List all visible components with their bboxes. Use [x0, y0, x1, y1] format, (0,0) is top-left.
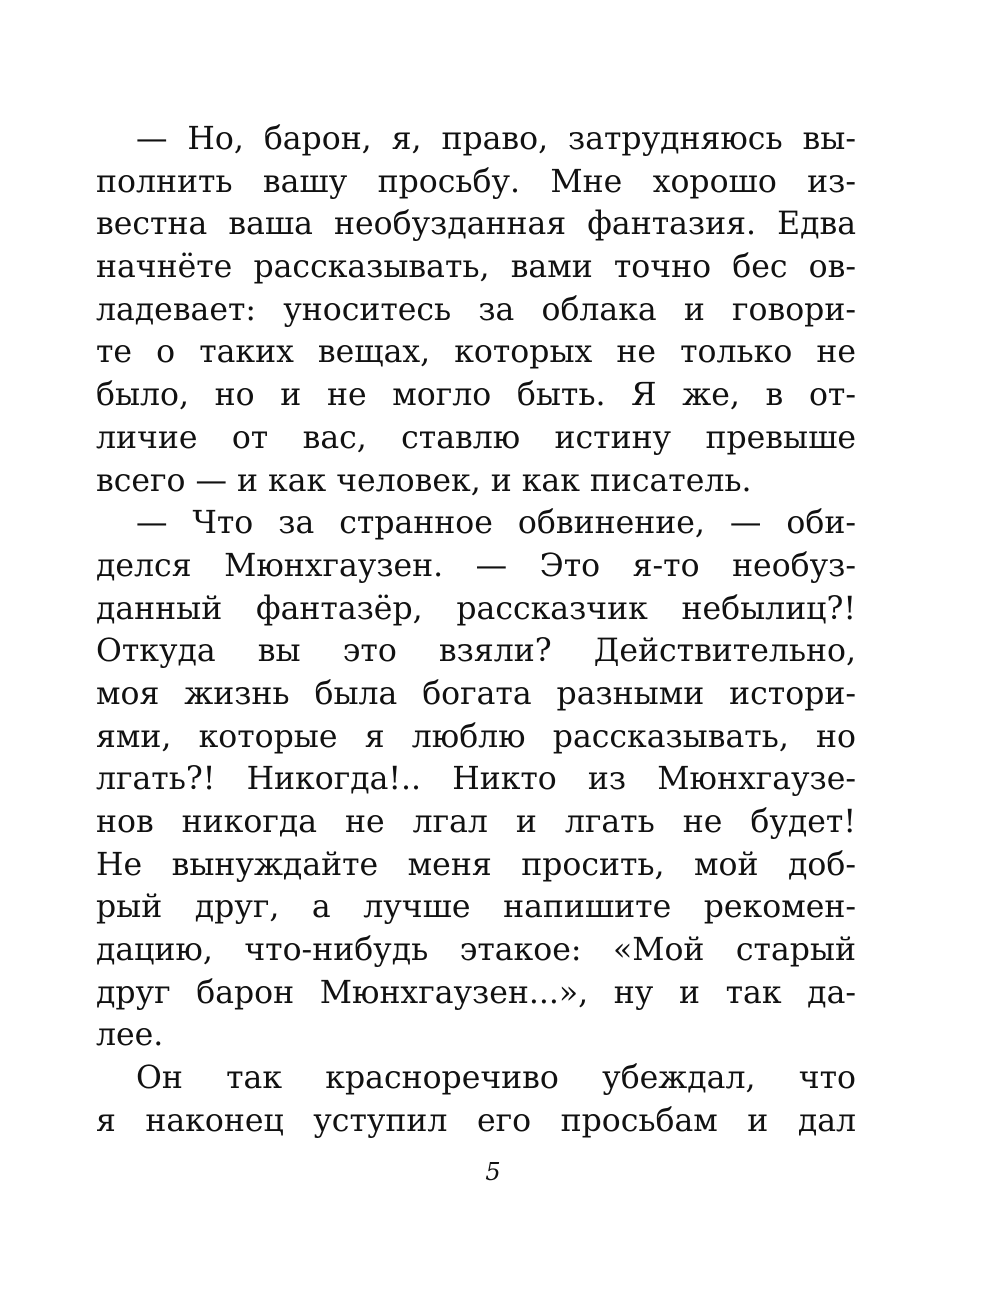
- text-line: начнёте рассказывать, вами точно бес ов-: [96, 249, 856, 286]
- text-line: ладевает: уноситесь за облака и говори-: [96, 291, 856, 328]
- text-line: лгать?! Никогда!.. Никто из Мюнхгаузе-: [96, 761, 856, 798]
- text-line: те о таких вещах, которых не только не: [96, 334, 856, 371]
- book-page-text: [96, 118, 856, 1143]
- text-line: было, но и не могло быть. Я же, в от-: [96, 377, 856, 414]
- text-line: я наконец уступил его просьбам и дал: [96, 1102, 856, 1139]
- text-line: лее.: [96, 1017, 164, 1054]
- text-line: полнить вашу просьбу. Мне хорошо из-: [96, 163, 856, 200]
- text-line: ями, которые я люблю рассказывать, но: [96, 718, 856, 755]
- text-line: вестна ваша необузданная фантазия. Едва: [96, 206, 856, 243]
- text-line: всего — и как человек, и как писатель.: [96, 462, 752, 499]
- text-line: Он так красноречиво убеждал, что: [136, 1060, 856, 1097]
- text-line: нов никогда не лгал и лгать не будет!: [96, 804, 856, 840]
- text-line: делся Мюнхгаузен. — Это я-то необуз-: [96, 547, 856, 584]
- text-line: Откуда вы это взяли? Действительно,: [96, 633, 856, 670]
- text-line: — Но, барон, я, право, затрудняюсь вы-: [136, 121, 856, 157]
- text-line: друг барон Мюнхгаузен...», ну и так да-: [96, 974, 856, 1011]
- text-line: — Что за странное обвинение, — оби-: [136, 505, 856, 542]
- text-line: рый друг, а лучше напишите рекомен-: [96, 889, 856, 926]
- text-line: дацию, что-нибудь этакое: «Мой старый: [96, 932, 856, 969]
- text-line: личие от вас, ставлю истину превыше: [96, 419, 856, 456]
- text-line: Не вынуждайте меня просить, мой доб-: [96, 846, 856, 883]
- text-line: данный фантазёр, рассказчик небылиц?!: [96, 590, 856, 627]
- page-number: 5: [485, 1158, 501, 1186]
- text-line: моя жизнь была богата разными истори-: [96, 675, 856, 712]
